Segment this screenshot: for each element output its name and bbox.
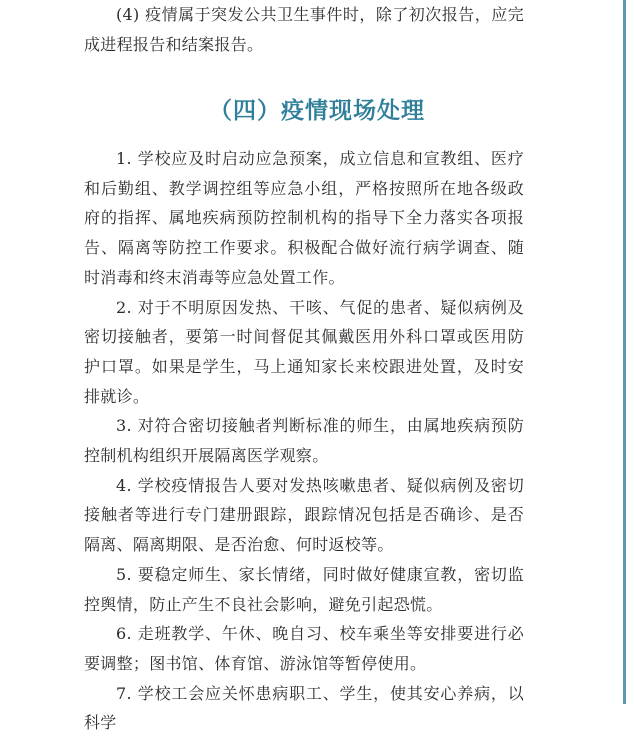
top-paragraph-block bbox=[84, 0, 524, 59]
list-item: 5. 要稳定师生、家长情绪，同时做好健康宣教，密切监控舆情，防止产生不良社会影响，避免引起恐慌。 bbox=[84, 564, 524, 614]
top-paragraph: (4) 疫情属于突发公共卫生事件时，除了初次报告，应完成进程报告和结案报告。 bbox=[84, 5, 524, 54]
section-body bbox=[84, 144, 524, 738]
list-item: 6. 走班教学、午休、晚自习、校车乘坐等安排要进行必要调整；图书馆、体育馆、游泳馆等暂停使用。 bbox=[84, 624, 524, 673]
list-item: 3. 对符合密切接触者判断标准的师生，由属地疾病预防控制机构组织开展隔离医学观察。 bbox=[84, 416, 524, 466]
list-item: 1. 学校应及时启动应急预案，成立信息和宣教组、医疗和后勤组、教学调控组等应急小组，严格按照所在地各级政府的指挥、属地疾病预防控制机构的指导下全力落实各项报告、隔离等防控工作要求。积极配合做好流行病学调查、随时消毒和终末消毒等应急处置工作。 bbox=[84, 149, 524, 287]
list-item: 7. 学校工会应关怀患病职工、学生，使其安心养病，以科学 bbox=[84, 683, 524, 733]
section-title: （四）疫情现场处理 bbox=[209, 98, 425, 124]
list-item: 4. 学校疫情报告人要对发热咳嗽患者、疑似病例及密切接触者等进行专门建册跟踪，跟踪情况包括是否确诊、是否隔离、隔离期限、是否治愈、何时返校等。 bbox=[84, 475, 524, 555]
list-item: 2. 对于不明原因发热、干咳、气促的患者、疑似病例及密切接触者，要第一时间督促其佩戴医用外科口罩或医用防护口罩。如果是学生，马上通知家长来校跟进处置，及时安排就诊。 bbox=[84, 297, 524, 406]
